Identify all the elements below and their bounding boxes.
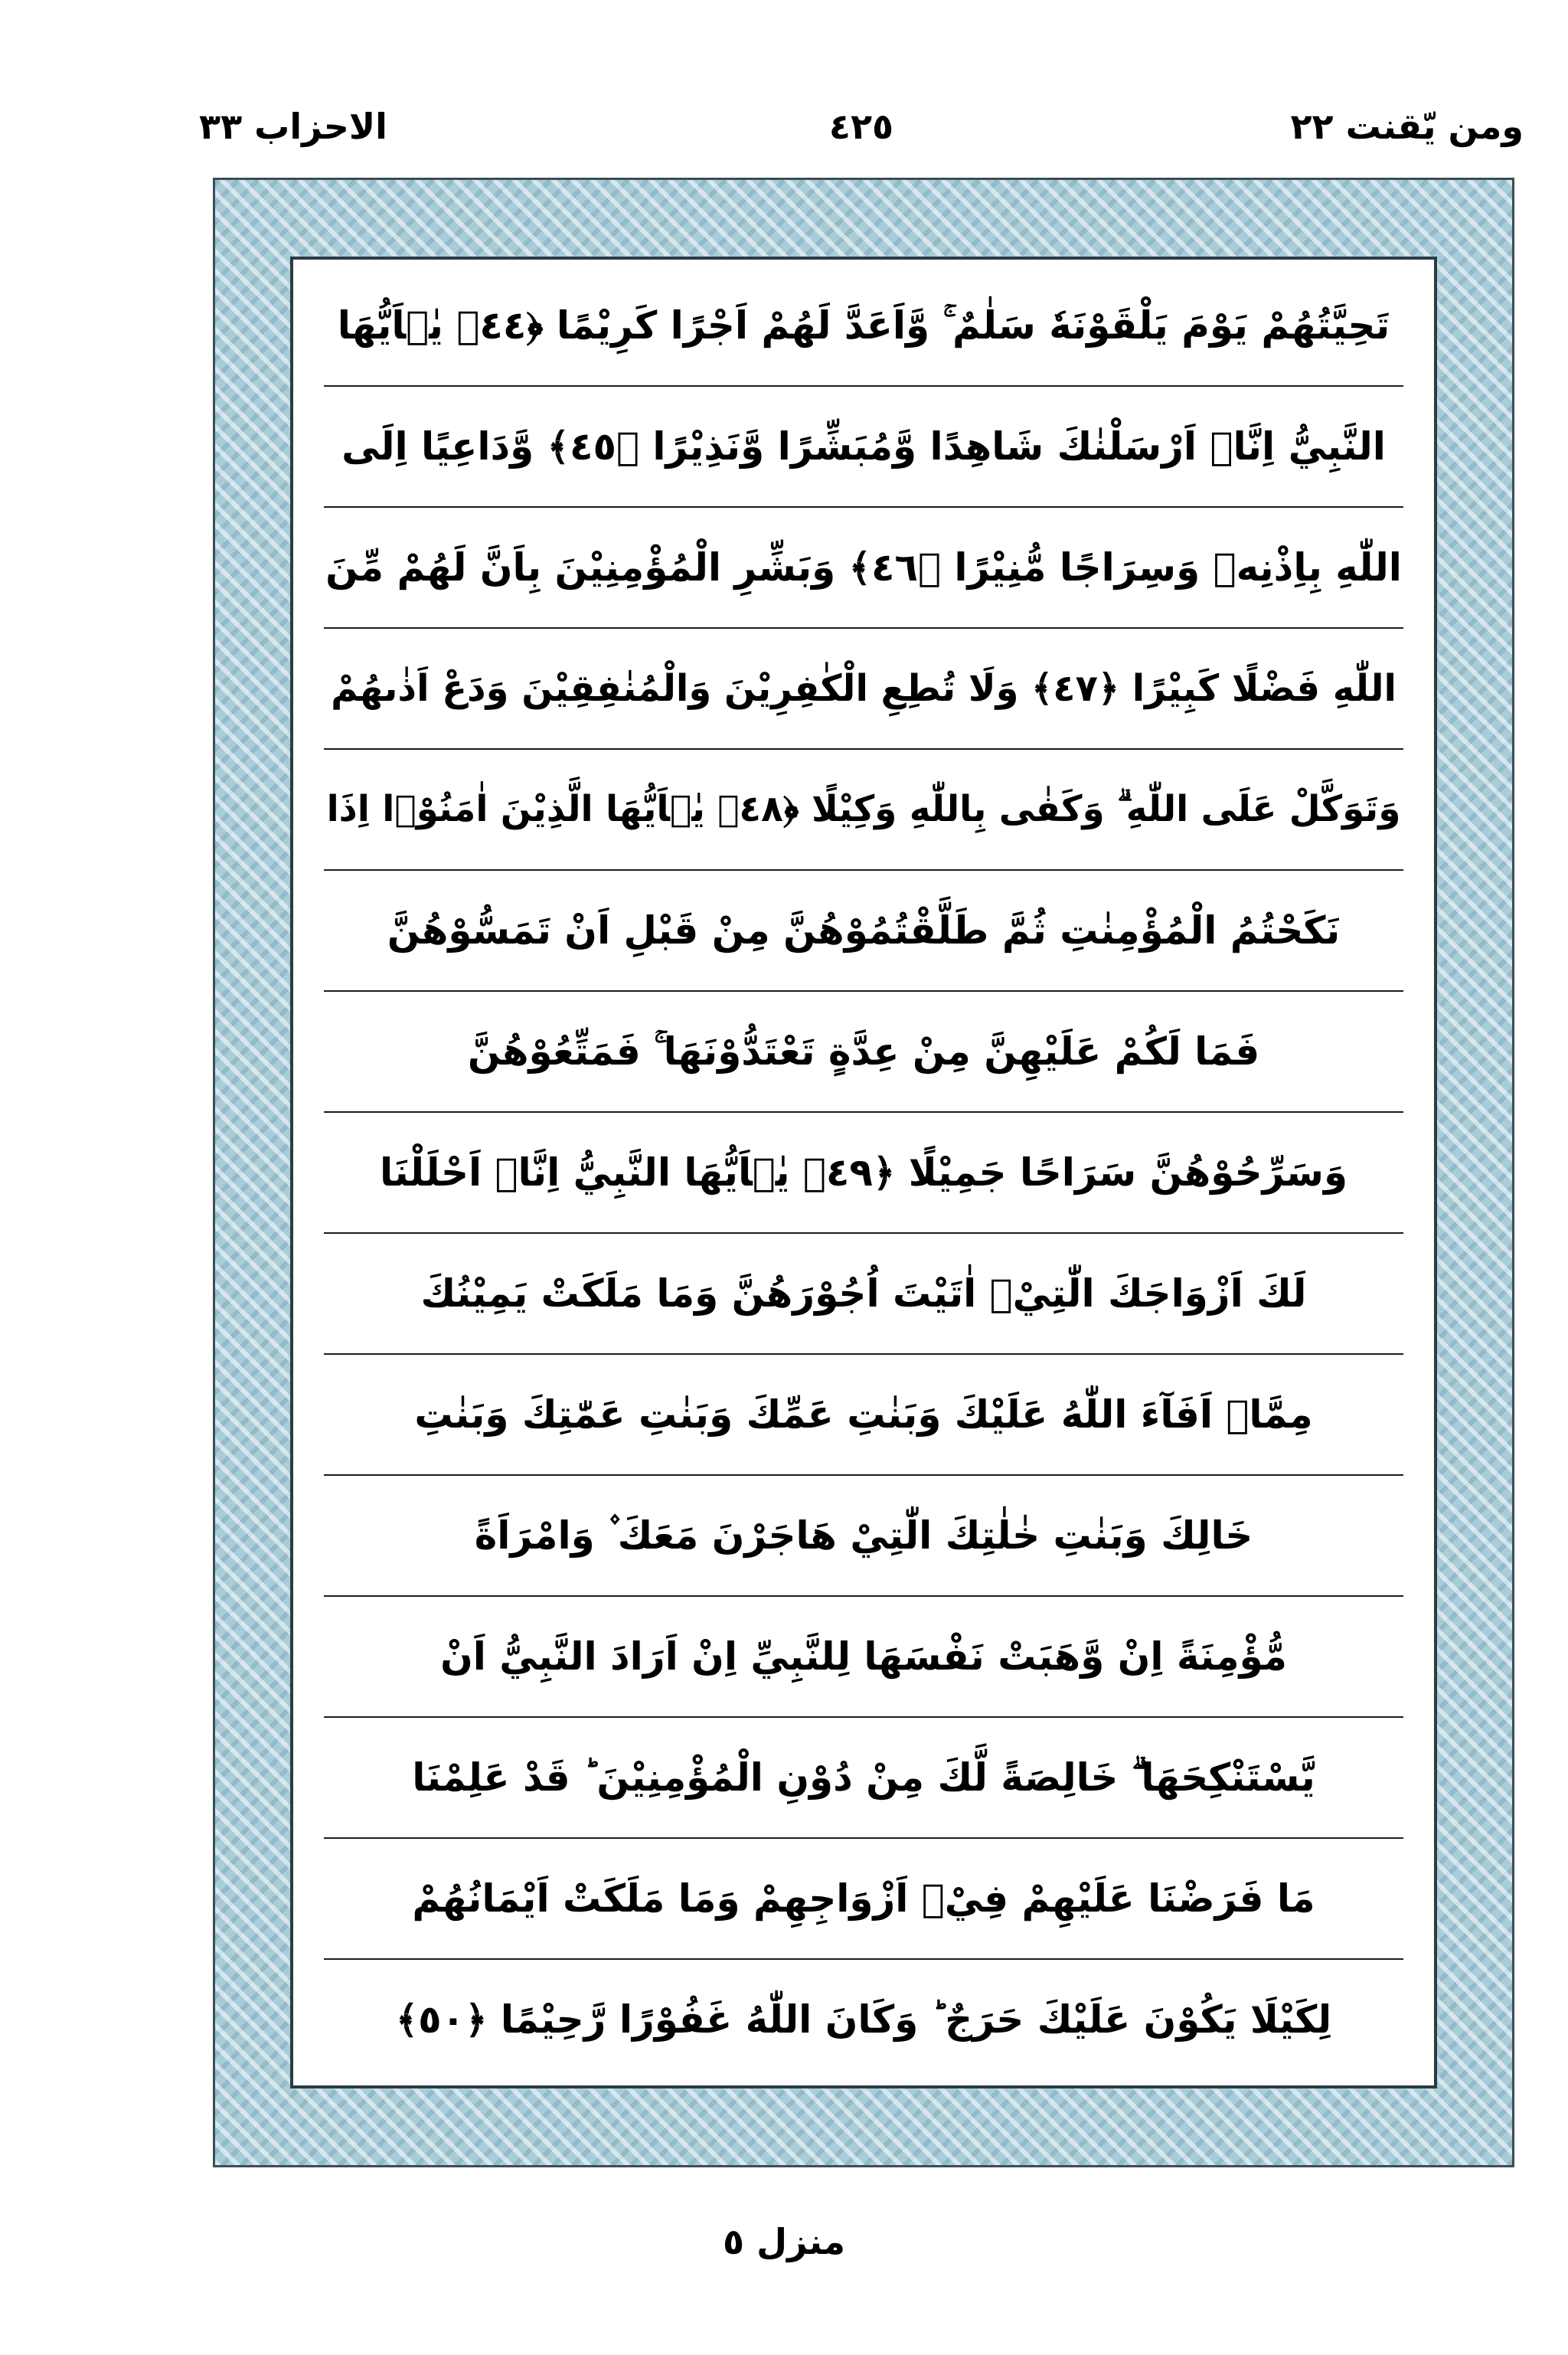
surah-name: الاحزاب ٣٣: [199, 106, 387, 147]
verse-line-13: يَّسْتَنْكِحَهَا ۗ خَالِصَةً لَّكَ مِنْ دُوْنِ الْمُؤْمِنِيْنَ ؕ قَدْ عَلِمْنَا: [324, 1718, 1403, 1839]
manzil-label: منزل ٥: [723, 2221, 845, 2262]
verse-line-8: وَسَرِّحُوْهُنَّ سَرَاحًا جَمِيْلًا ﴿٤٩﴾ يٰۤاَيُّهَا النَّبِيُّ اِنَّاۤ اَحْلَلْنَا: [324, 1113, 1403, 1234]
verse-line-15: لِكَيْلَا يَكُوْنَ عَلَيْكَ حَرَجٌ ؕ وَكَانَ اللّٰهُ غَفُوْرًا رَّحِيْمًا ﴿٥٠﴾: [395, 1997, 1332, 2042]
text-panel: [290, 257, 1437, 2088]
verse-line-11: خَالِكَ وَبَنٰتِ خٰلٰتِكَ الّٰتِيْ هَاجَرْنَ مَعَكَ ۫ وَامْرَاَةً: [324, 1476, 1403, 1597]
verse-line-5: وَتَوَكَّلْ عَلَى اللّٰهِ ۗ وَكَفٰى بِاللّٰهِ وَكِيْلًا ﴿٤٨﴾ يٰۤاَيُّهَا الَّذِيْنَ اٰمَنُوْۤا اِذَا: [324, 750, 1403, 871]
verse-line-6: نَكَحْتُمُ الْمُؤْمِنٰتِ ثُمَّ طَلَّقْتُمُوْهُنَّ مِنْ قَبْلِ اَنْ تَمَسُّوْهُنَّ: [324, 871, 1403, 992]
ornamental-border: [213, 178, 1514, 2167]
verse-line-9: لَكَ اَزْوَاجَكَ الّٰتِيْۤ اٰتَيْتَ اُجُوْرَهُنَّ وَمَا مَلَكَتْ يَمِيْنُكَ: [324, 1234, 1403, 1355]
verse-line-7: فَمَا لَكُمْ عَلَيْهِنَّ مِنْ عِدَّةٍ تَعْتَدُّوْنَهَا ۚ فَمَتِّعُوْهُنَّ: [324, 992, 1403, 1113]
verse-lines: [324, 266, 1403, 2079]
verse-line-2: النَّبِيُّ اِنَّاۤ اَرْسَلْنٰكَ شَاهِدًا وَّمُبَشِّرًا وَّنَذِيْرًا ﴿٤٥﴾ وَّدَاعِيًا اِلَى: [324, 387, 1403, 508]
juz-name: ومن يّقنت ٢٢: [1290, 106, 1524, 147]
verse-line-14: مَا فَرَضْنَا عَلَيْهِمْ فِيْۤ اَزْوَاجِهِمْ وَمَا مَلَكَتْ اَيْمَانُهُمْ: [324, 1839, 1403, 1960]
verse-line-4: اللّٰهِ فَضْلًا كَبِيْرًا ﴿٤٧﴾ وَلَا تُطِعِ الْكٰفِرِيْنَ وَالْمُنٰفِقِيْنَ وَدَعْ اَذٰىهُمْ: [324, 629, 1403, 750]
page-header: [199, 100, 1524, 153]
page-number: ٤٢٥: [828, 106, 894, 147]
verse-line-10: مِمَّاۤ اَفَآءَ اللّٰهُ عَلَيْكَ وَبَنٰتِ عَمِّكَ وَبَنٰتِ عَمّٰتِكَ وَبَنٰتِ: [324, 1355, 1403, 1476]
verse-line-12: مُّؤْمِنَةً اِنْ وَّهَبَتْ نَفْسَهَا لِلنَّبِيِّ اِنْ اَرَادَ النَّبِيُّ اَنْ: [324, 1597, 1403, 1718]
verse-line-3: اللّٰهِ بِاِذْنِهٖ وَسِرَاجًا مُّنِيْرًا ﴿٤٦﴾ وَبَشِّرِ الْمُؤْمِنِيْنَ بِاَنَّ لَهُمْ مِّنَ: [324, 508, 1403, 629]
verse-line-1: تَحِيَّتُهُمْ يَوْمَ يَلْقَوْنَهٗ سَلٰمٌ ۚ وَّاَعَدَّ لَهُمْ اَجْرًا كَرِيْمًا ﴿٤٤﴾ يٰۤاَيُّهَا: [324, 266, 1403, 387]
